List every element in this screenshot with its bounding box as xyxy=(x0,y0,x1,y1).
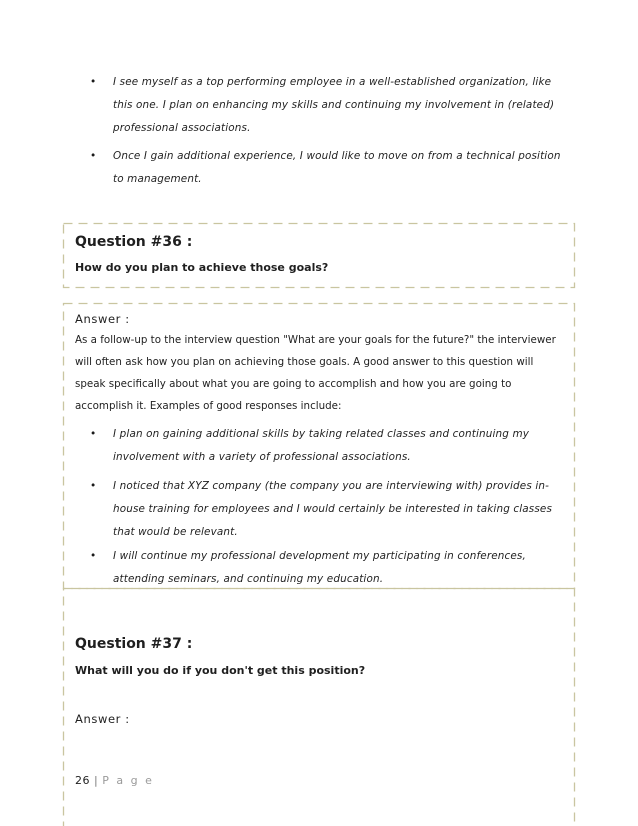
question-36-title: Question #36 : xyxy=(75,234,193,250)
top-bullet-2 xyxy=(113,145,573,191)
question-37-text: What will you do if you don't get this position? xyxy=(75,664,366,677)
bullet-dot: • xyxy=(90,150,97,162)
page-number: 26 xyxy=(75,774,90,787)
bullet-line: I plan on gaining additional skills by taking related classes and continuing my xyxy=(113,428,530,440)
paragraph-line: will often ask how you plan on achieving those goals. A good answer to this question will xyxy=(75,356,534,368)
page-footer xyxy=(75,774,154,787)
bullet-dot: • xyxy=(90,550,97,562)
answer-37-label: Answer : xyxy=(75,712,130,726)
answer-36-label: Answer : xyxy=(75,312,130,326)
bullet-dot: • xyxy=(90,428,97,440)
answer-36-bullet-2 xyxy=(113,475,573,544)
bullet-line: house training for employees and I would certainly be interested in taking classes xyxy=(113,503,553,515)
bullet-line: I noticed that XYZ company (the company you are interviewing with) provides in- xyxy=(113,480,550,492)
bullet-line: I will continue my professional development my participating in conferences, xyxy=(113,550,526,562)
bullet-dot: • xyxy=(90,76,97,88)
bullet-dot: • xyxy=(90,480,97,492)
question-37-frame xyxy=(64,589,575,826)
bullet-line: that would be relevant. xyxy=(113,526,238,538)
bullet-line: this one. I plan on enhancing my skills and continuing my involvement in (related) xyxy=(113,99,555,111)
bullet-line: to management. xyxy=(113,173,202,185)
answer-36-bullet-1 xyxy=(113,423,573,469)
bullet-line: I see myself as a top performing employee in a well-established organization, like xyxy=(113,76,552,88)
bullet-line: attending seminars, and continuing my education. xyxy=(113,573,384,585)
page-label: P a g e xyxy=(102,774,154,787)
paragraph-line: As a follow-up to the interview question "What are your goals for the future?" the interviewer xyxy=(75,334,556,346)
answer-36-bullet-3 xyxy=(113,545,573,591)
top-bullet-1 xyxy=(113,71,573,140)
paragraph-line: accomplish it. Examples of good responses include: xyxy=(75,400,342,412)
bullet-line: professional associations. xyxy=(113,122,251,134)
paragraph-line: speak specifically about what you are going to accomplish and how you are going to xyxy=(75,378,512,390)
footer-separator: | xyxy=(94,774,99,787)
bullet-line: Once I gain additional experience, I would like to move on from a technical position xyxy=(113,150,561,162)
question-36-text: How do you plan to achieve those goals? xyxy=(75,261,329,274)
answer-36-paragraph xyxy=(75,329,570,417)
bullet-line: involvement with a variety of professional associations. xyxy=(113,451,411,463)
question-37-title: Question #37 : xyxy=(75,636,193,652)
